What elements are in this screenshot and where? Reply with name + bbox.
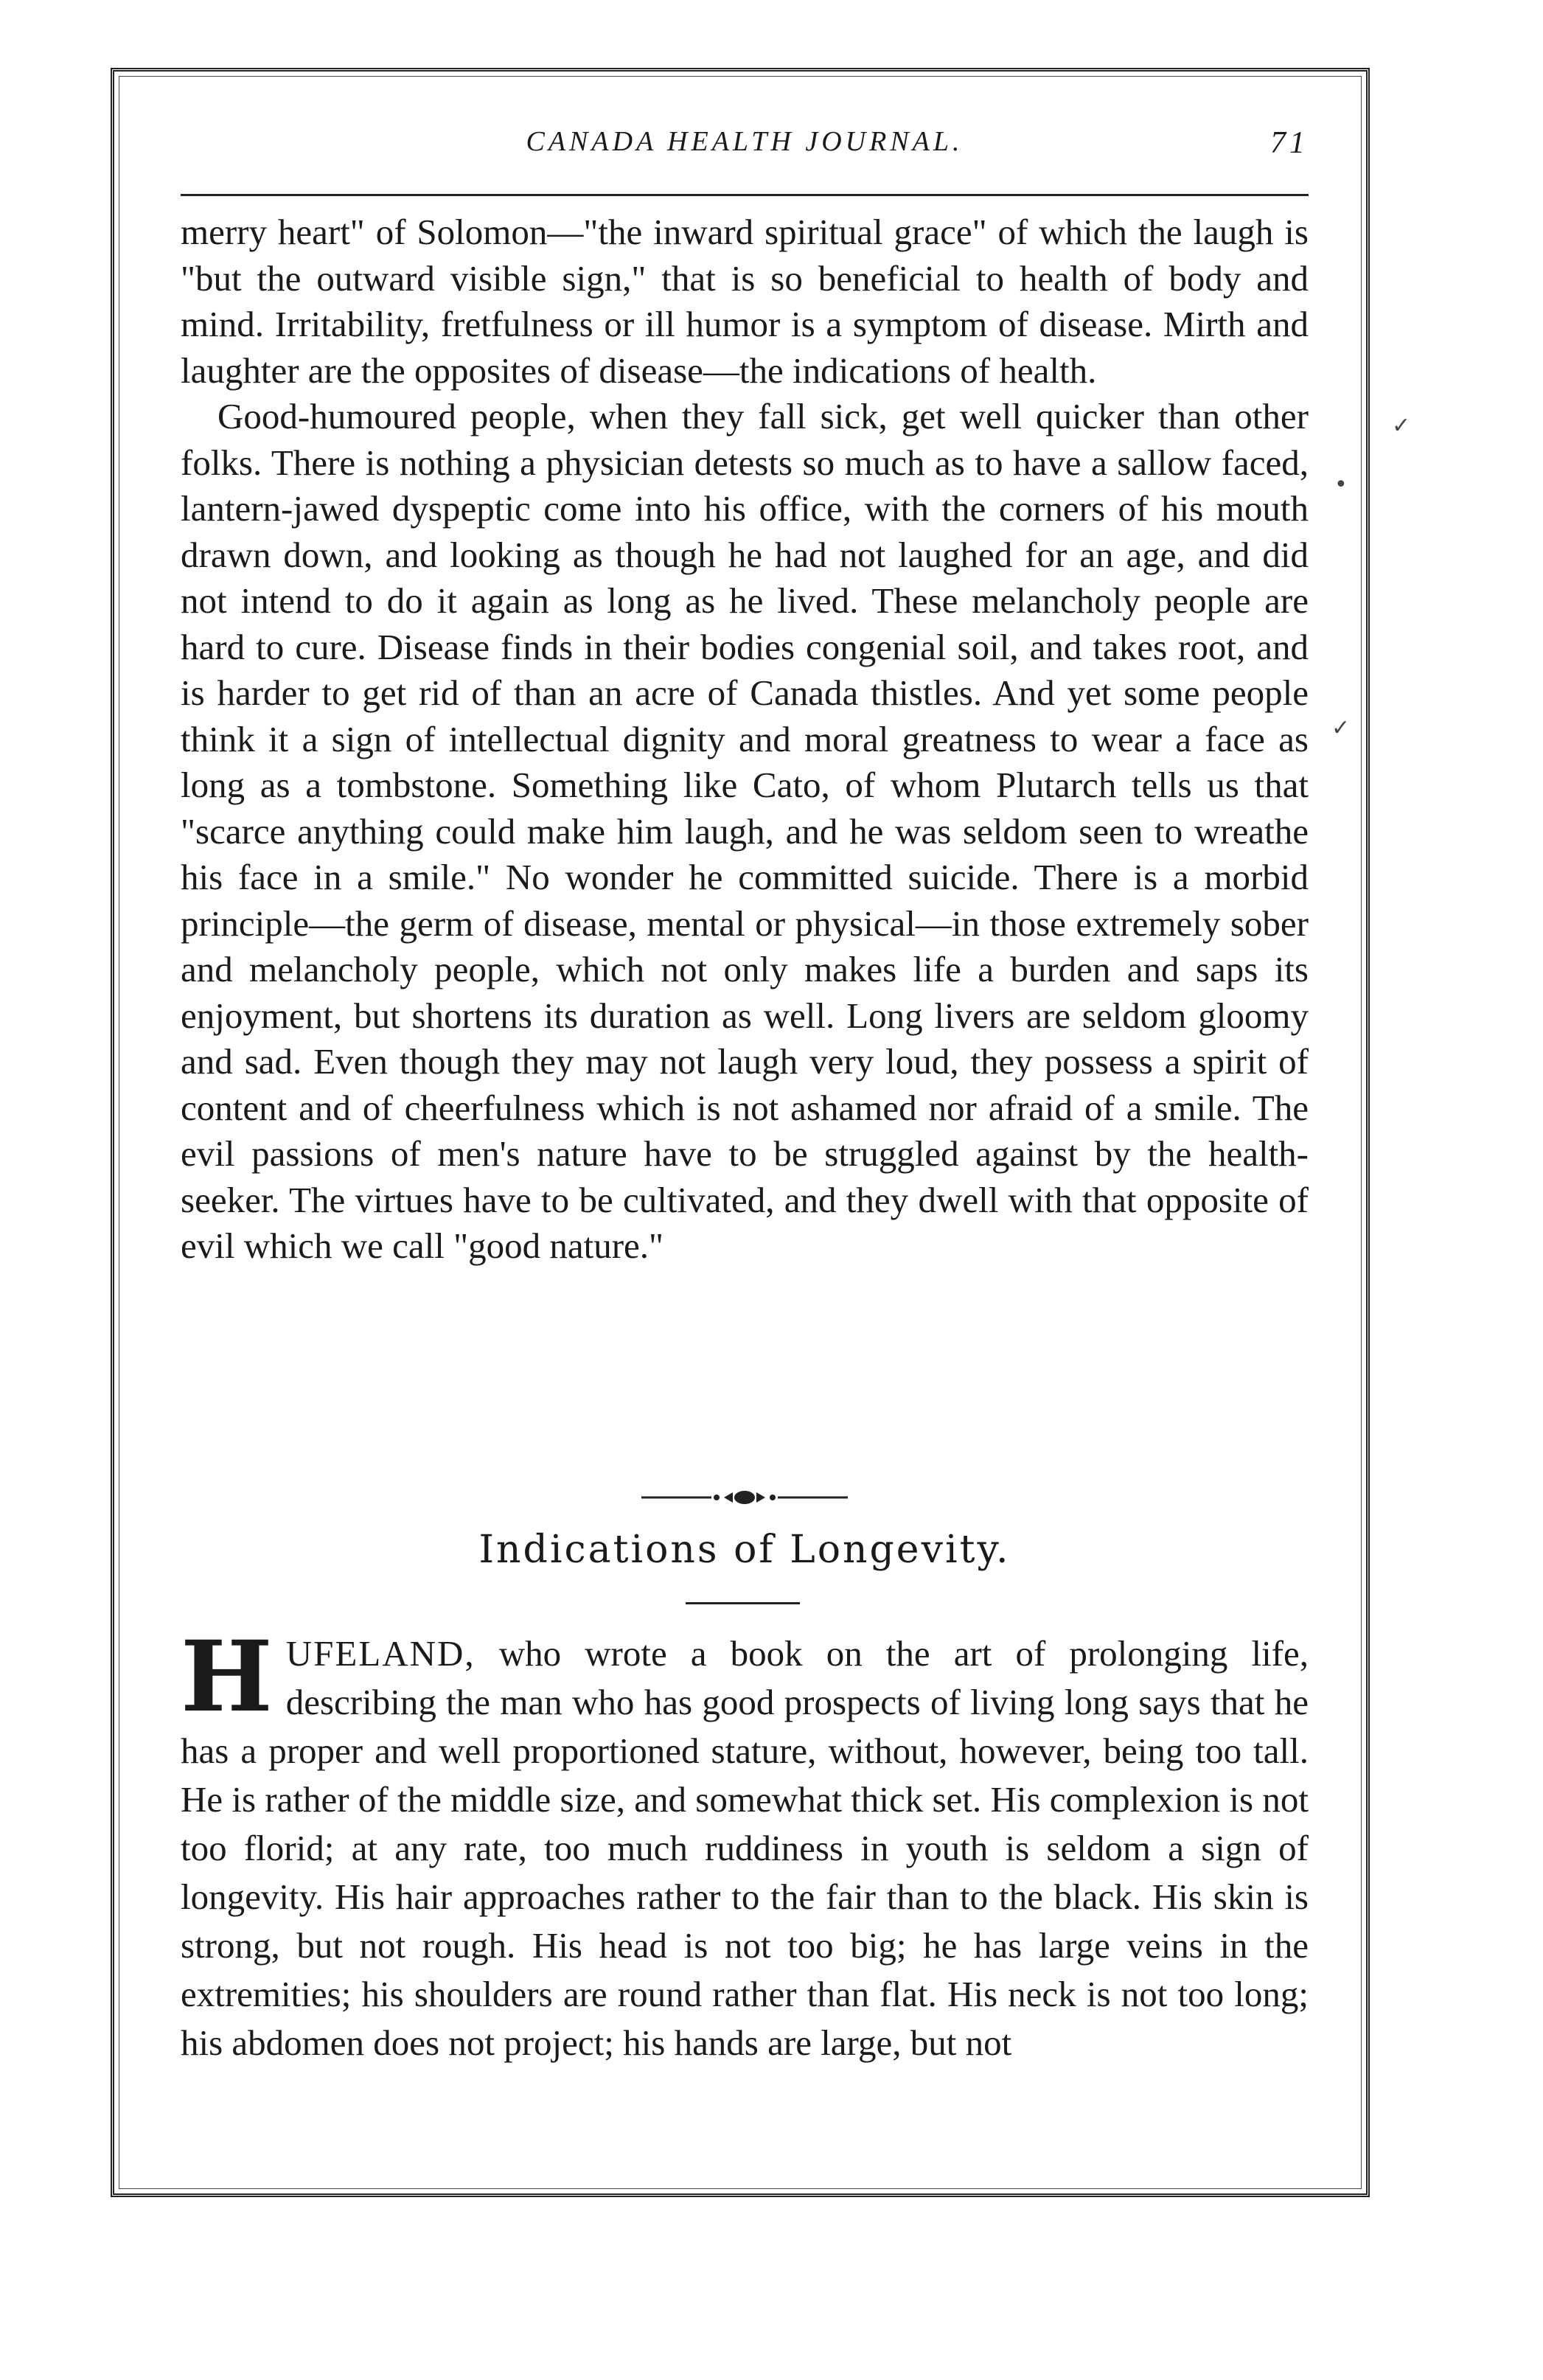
- section-divider-ornament: [641, 1486, 848, 1509]
- paragraph: Good-humoured people, when they fall sick, get well quicker than other folks. There is nothing a physician detests so much as to have a sallow faced, lantern-jawed dyspeptic come into his office, with the corners of his mouth drawn down, and looking as though he had not laughed for an age, and did not intend to do it again as long as he lived. These melancholy people are hard to cure. Disease finds in their bodies congenial soil, and takes root, and is harder to get rid of than an acre of Canada thistles. And yet some people think it a sign of intellectual dignity and moral greatness to wear a face as long as a tombstone. Something like Cato, of whom Plutarch tells us that "scarce anything could make him laugh, and he was seldom seen to wreathe his face in a smile." No wonder he committed suicide. There is a morbid principle—the germ of disease, mental or physical—in those extremely sober and melancholy people, which not only makes life a burden and saps its enjoyment, but shortens its duration as well. Long livers are seldom gloomy and sad. Even though they may not laugh very loud, they possess a spirit of content and of cheerfulness which is not ashamed nor afraid of a smile. The evil passions of men's nature have to be struggled against by the health-seeker. The virtues have to be cultivated, and they dwell with that opposite of evil which we call "good nature.": [181, 396, 1309, 1266]
- drop-cap: H: [181, 1620, 273, 1734]
- margin-dot: •: [1334, 472, 1348, 498]
- section-heading: Indications of Longevity.: [478, 1528, 1011, 1572]
- paragraph-continued: merry heart" of Solomon—"the inward spiritual grace" of which the laugh is "but the outward visible sign," that is so beneficial to health of body and mind. Irritability, fretfulness or ill humor is a symptom of disease. Mirth and laughter are the opposites of disease—the indications of health.: [181, 212, 1309, 391]
- section-text: who wrote a book on the art of prolonging life, describing the man who has good prospects of living long says that he has a proper and well proportioned stature, without, however, being too tall. He is rather of the middle size, and somewhat thick set. His complexion is not too florid; at any rate, too much ruddiness in youth is seldom a sign of longevity. His hair approaches rather to the fair than to the black. His skin is strong, but not rough. His head is not too big; he has large veins in the extremities; his shoulders are round rather than flat. His neck is not too long; his abdomen does not project; his hands are large, but not: [181, 1633, 1309, 2063]
- section-rule: [686, 1602, 800, 1604]
- section-body: [181, 1620, 1309, 2067]
- lead-word: UFELAND,: [285, 1633, 476, 1674]
- margin-mark: ✓: [1392, 413, 1411, 439]
- journal-title: CANADA HEALTH JOURNAL.: [526, 126, 964, 157]
- article-body: [181, 209, 1309, 1270]
- margin-mark: ✓: [1331, 715, 1351, 741]
- page-number: 71: [1270, 126, 1309, 160]
- running-header: [181, 125, 1309, 170]
- header-rule: [181, 194, 1309, 196]
